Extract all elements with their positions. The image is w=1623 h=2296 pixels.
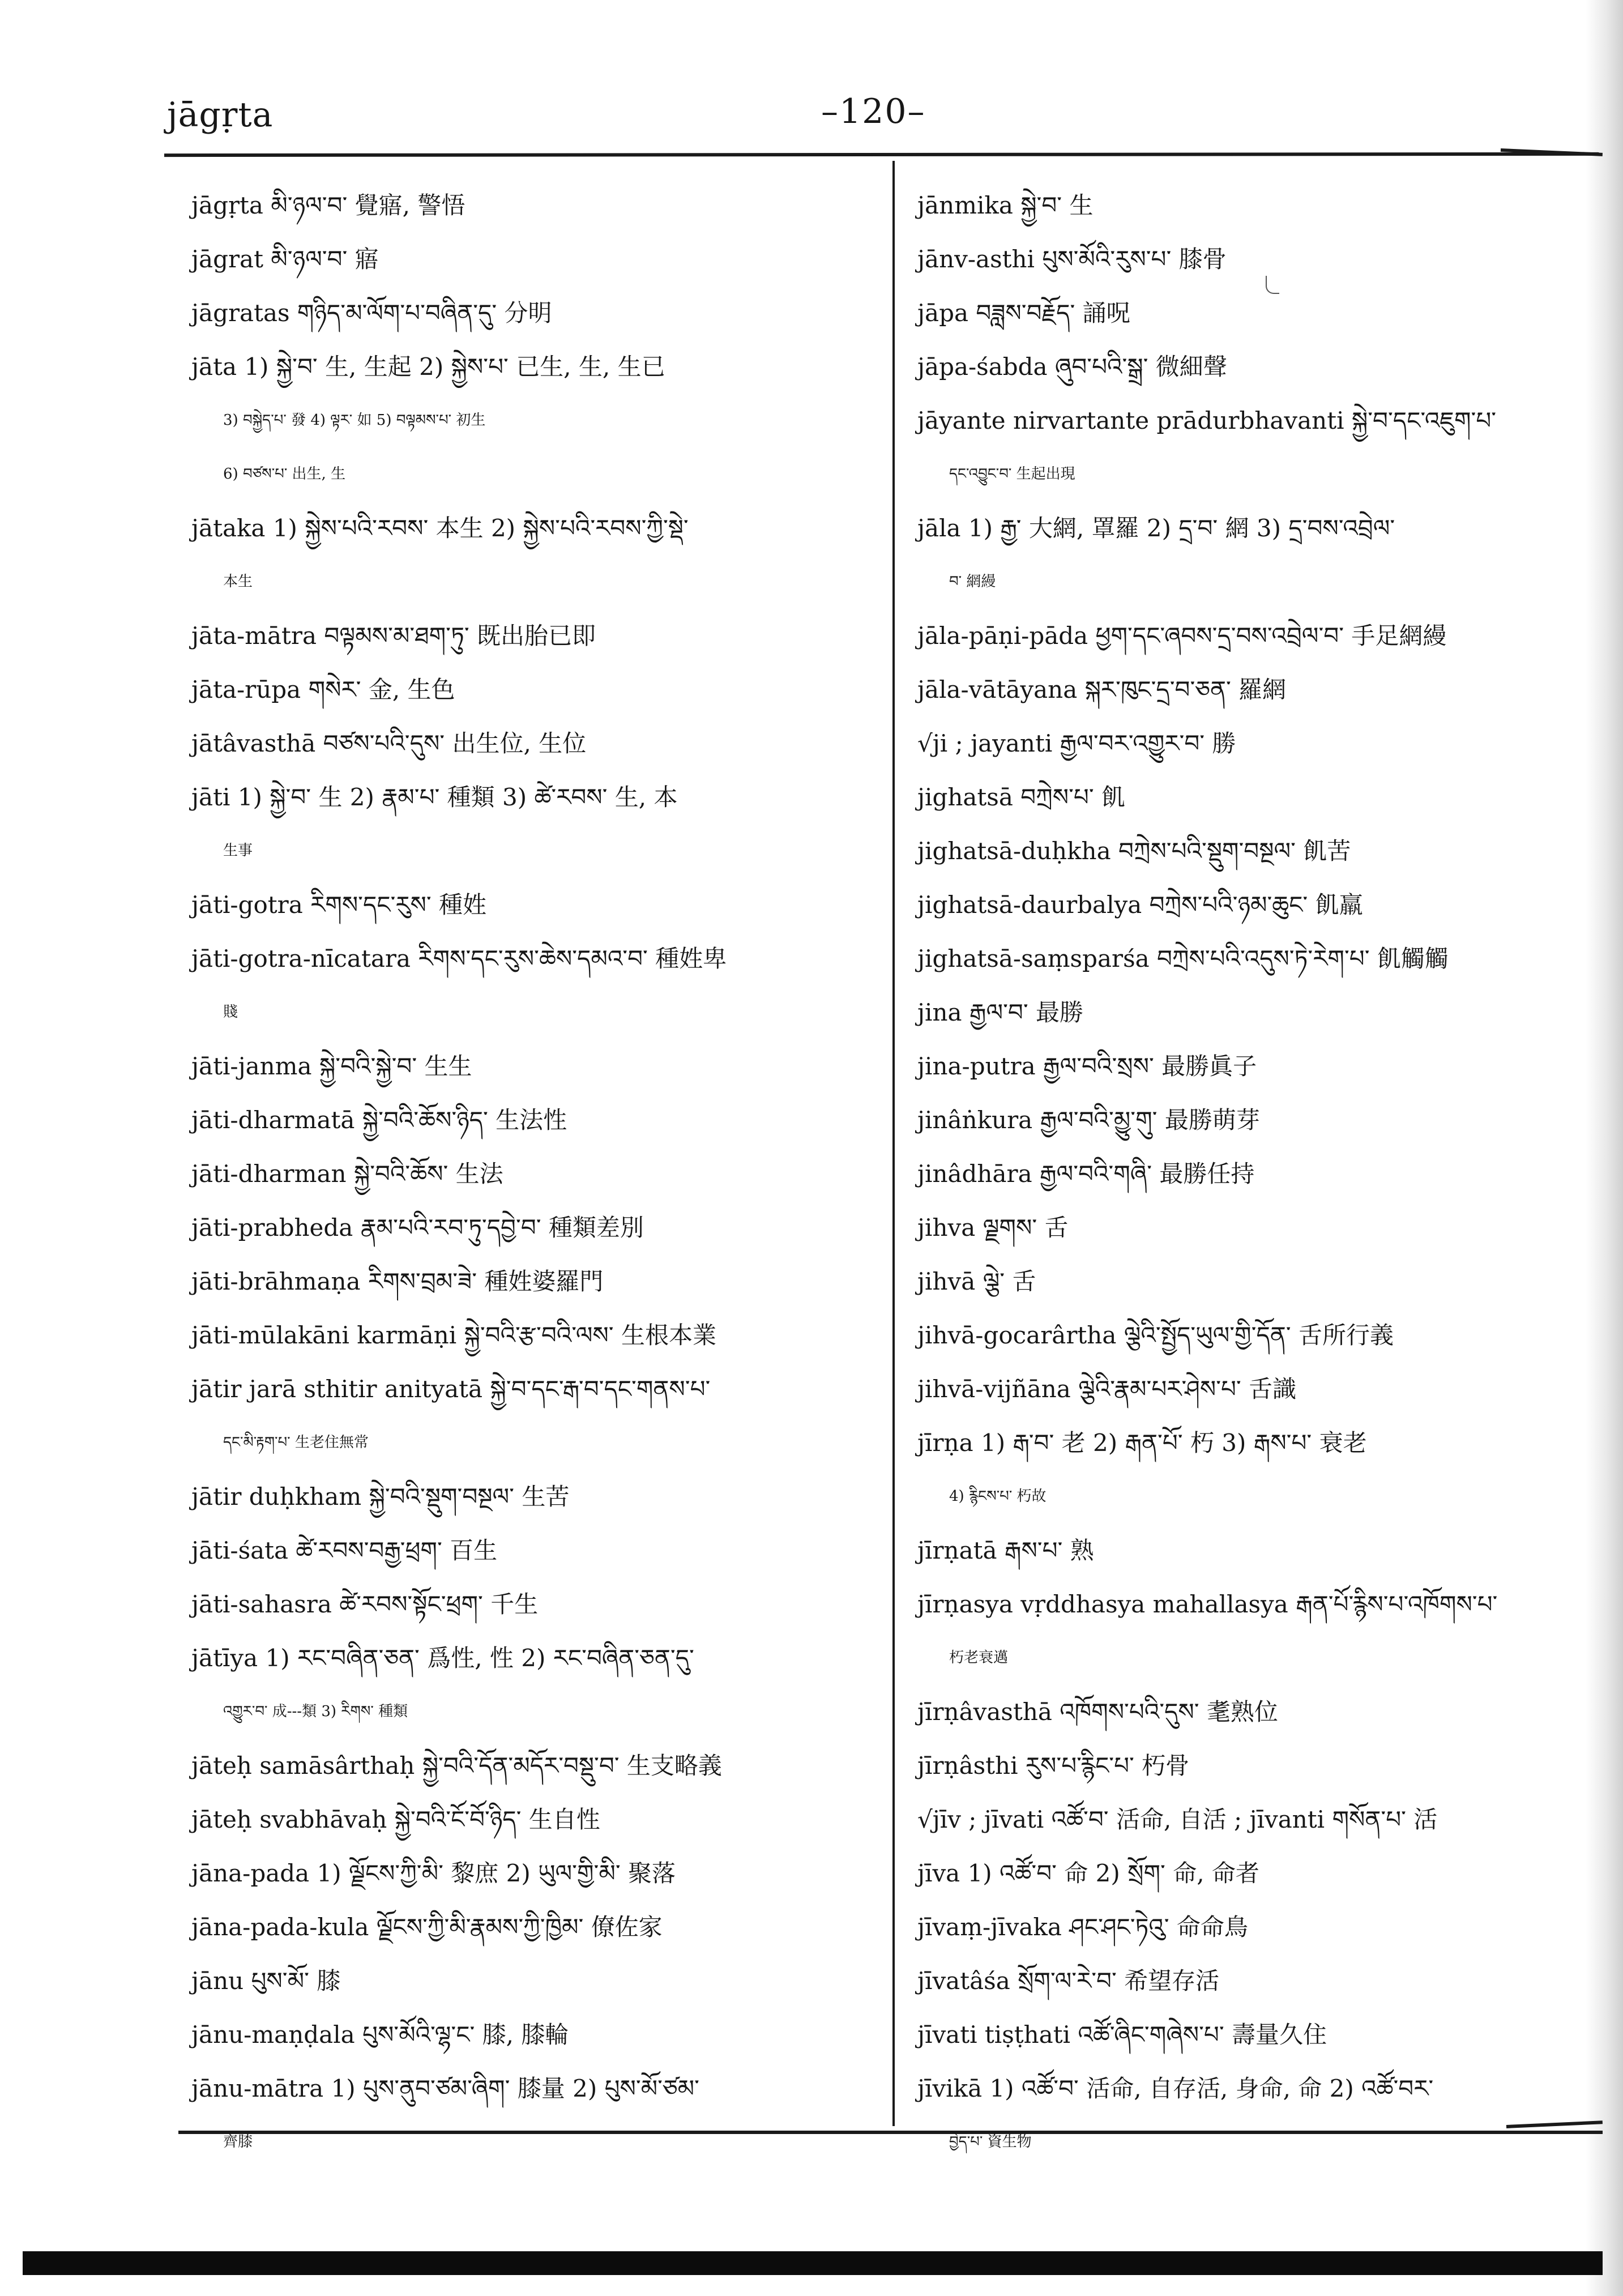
dictionary-entry: jānu པུས་མོ་ 膝 bbox=[191, 1967, 341, 1995]
dictionary-entry: jighatsā-saṃsparśa བཀྲེས་པའི་འདུས་ཏེ་རེག་པ་ 飢觸觸 bbox=[917, 945, 1449, 972]
dictionary-entry: jānmika སྐྱེ་བ་ 生 bbox=[917, 191, 1094, 219]
dictionary-entry: √jīv ; jīvati འཚོ་བ་ 活命, 自活 ; jīvanti གསོན་པ་ 活 bbox=[917, 1806, 1438, 1833]
dictionary-entry: jāgṛta མི་ཉལ་བ་ 覺寤, 警悟 bbox=[191, 191, 465, 219]
dictionary-entry: jāla-vātāyana སྐར་ཁུང་དྲ་བ་ཅན་ 羅網 bbox=[917, 676, 1287, 703]
dictionary-entry: jānu-mātra 1) པུས་ནུབ་ཙམ་ཞིག་ 膝量 2) པུས་མོ་ཙམ་ bbox=[191, 2075, 699, 2102]
dictionary-entry: jāta 1) སྐྱེ་བ་ 生, 生起 2) སྐྱེས་པ་ 已生, 生, 生已 bbox=[191, 353, 665, 381]
dictionary-entry-continuation: 朽老衰邁 bbox=[949, 1649, 1009, 1666]
dictionary-entry: jāti 1) སྐྱེ་བ་ 生 2) རྣམ་པ་ 種類 3) ཚེ་རབས་ 生, 本 bbox=[191, 783, 678, 811]
dictionary-entry: jinâṅkura རྒྱལ་བའི་མྱུ་གུ་ 最勝萌芽 bbox=[917, 1106, 1260, 1134]
dictionary-entry: jāti-sahasra ཚེ་རབས་སྟོང་ཕྲག་ 千生 bbox=[191, 1590, 539, 1618]
dictionary-entry-continuation: 齊膝 bbox=[223, 2133, 253, 2150]
dictionary-entry-continuation: 賤 bbox=[223, 1004, 238, 1021]
dictionary-entry: jina རྒྱལ་བ་ 最勝 bbox=[917, 998, 1084, 1026]
page-edge-shadow bbox=[1586, 0, 1623, 2296]
dictionary-entry: jāla 1) རྒྱ་ 大網, 罩羅 2) དྲ་བ་ 網 3) དྲ་བས་འབྲེལ་ bbox=[917, 514, 1395, 542]
dictionary-entry: jāti-śata ཚེ་རབས་བརྒྱ་ཕྲག་ 百生 bbox=[191, 1537, 498, 1564]
dictionary-entry: jihvā-vijñāna ལྕེའི་རྣམ་པར་ཤེས་པ་ 舌識 bbox=[917, 1375, 1297, 1403]
dictionary-entry: jāgratas གཉིད་མ་ལོག་པ་བཞིན་དུ་ 分明 bbox=[191, 299, 552, 327]
dictionary-entry: jīva 1) འཚོ་བ་ 命 2) སྲོག་ 命, 命者 bbox=[917, 1859, 1259, 1887]
dictionary-entry-continuation: 6) བཙས་པ་ 出生, 生 bbox=[223, 466, 346, 483]
dictionary-entry: jānv-asthi པུས་མོའི་རུས་པ་ 膝骨 bbox=[917, 245, 1227, 273]
dictionary-entry: jihvā-gocarârtha ལྕེའི་སྤྱོད་ཡུལ་གྱི་དོན་ 舌所行義 bbox=[917, 1321, 1394, 1349]
dictionary-entry: jāti-gotra-nīcatara རིགས་དང་རུས་ཆེས་དམའ་བ་ 種姓卑 bbox=[191, 945, 727, 972]
dictionary-entry: jāti-dharman སྐྱེ་བའི་ཆོས་ 生法 bbox=[191, 1160, 503, 1188]
dictionary-entry: jīvati tiṣṭhati འཚོ་ཞིང་གཞེས་པ་ 壽量久住 bbox=[917, 2021, 1327, 2049]
top-rule bbox=[164, 152, 1600, 157]
dictionary-entry-continuation: 4) རྙིངས་པ་ 朽故 bbox=[949, 1488, 1047, 1505]
dictionary-entry: jāti-brāhmaṇa རིགས་བྲམ་ཟེ་ 種姓婆羅門 bbox=[191, 1268, 604, 1295]
dictionary-entry: jāpa-śabda ཞུབ་པའི་སྒྲ་ 微細聲 bbox=[917, 353, 1227, 381]
dictionary-entry: jātīya 1) རང་བཞིན་ཅན་ 爲性, 性 2) རང་བཞིན་ཅན་དུ་ bbox=[191, 1644, 694, 1672]
dictionary-entry: jighatsā བཀྲེས་པ་ 飢 bbox=[917, 783, 1126, 811]
right-column bbox=[917, 178, 1583, 2169]
dictionary-entry: jāti-mūlakāni karmāṇi སྐྱེ་བའི་རྩ་བའི་ལས་ 生根本業 bbox=[191, 1321, 716, 1349]
running-head-word: jāgṛta bbox=[167, 95, 274, 135]
dictionary-entry: jāta-mātra བལྟམས་མ་ཐག་ཏུ་ 既出胎已即 bbox=[191, 622, 596, 650]
dictionary-entry: jīrṇa 1) རྒ་བ་ 老 2) རྒན་པོ་ 朽 3) རྒས་པ་ 衰老 bbox=[917, 1429, 1367, 1457]
dictionary-entry: jāna-pada-kula ལྗོངས་ཀྱི་མི་རྣམས་ཀྱི་ཁྱིམ་ 僚佐家 bbox=[191, 1913, 663, 1941]
dictionary-entry-continuation: 生事 bbox=[223, 842, 253, 859]
dictionary-entry-continuation: དང་མི་རྟག་པ་ 生老住無常 bbox=[223, 1434, 369, 1451]
dictionary-entry: jāti-janma སྐྱེ་བའི་སྐྱེ་བ་ 生生 bbox=[191, 1052, 472, 1080]
dictionary-entry: jāna-pada 1) ལྗོངས་ཀྱི་མི་ 黎庶 2) ཡུལ་གྱི་མི་ 聚落 bbox=[191, 1859, 676, 1887]
dictionary-entry: jina-putra རྒྱལ་བའི་སྲས་ 最勝眞子 bbox=[917, 1052, 1257, 1080]
dictionary-entry: jinâdhāra རྒྱལ་བའི་གཞི་ 最勝任持 bbox=[917, 1160, 1255, 1188]
dictionary-entry-continuation: བྱེད་པ་ 資生物 bbox=[949, 2133, 1032, 2150]
dictionary-entry-continuation: 本生 bbox=[223, 573, 253, 590]
dictionary-entry: jihva ལྗགས་ 舌 bbox=[917, 1214, 1069, 1241]
dictionary-entry: jihvā ལྕེ་ 舌 bbox=[917, 1268, 1036, 1295]
dictionary-entry-continuation: འགྱུར་བ་ 成---類 3) རིགས་ 種類 bbox=[223, 1703, 408, 1720]
dictionary-entry: jīrṇâsthi རུས་པ་རྙིང་པ་ 朽骨 bbox=[917, 1752, 1190, 1779]
dictionary-entry: jānu-maṇḍala པུས་མོའི་ལྷ་ང་ 膝, 膝輪 bbox=[191, 2021, 569, 2049]
column-divider bbox=[892, 161, 895, 2126]
dictionary-entry: jīrṇasya vṛddhasya mahallasya རྒན་པོ་རྙིས་པ་འཁོགས་པ་ bbox=[917, 1590, 1498, 1618]
dictionary-entry: jighatsā-duḥkha བཀྲེས་པའི་སྡུག་བསྔལ་ 飢苦 bbox=[917, 837, 1351, 865]
dictionary-entry: jīvikā 1) འཚོ་བ་ 活命, 自存活, 身命, 命 2) འཚོ་བར་ bbox=[917, 2075, 1434, 2102]
dictionary-entry: jātir jarā sthitir anityatā སྐྱེ་བ་དང་རྒ་བ་དང་གནས་པ་ bbox=[191, 1375, 711, 1403]
dictionary-entry: jāti-dharmatā སྐྱེ་བའི་ཆོས་ཉིད་ 生法性 bbox=[191, 1106, 567, 1134]
page-number: –120– bbox=[821, 92, 926, 131]
scan-border-bar bbox=[23, 2251, 1603, 2275]
dictionary-entry: jīvatâśa སྲོག་ལ་རེ་བ་ 希望存活 bbox=[917, 1967, 1220, 1995]
dictionary-entry: jātir duḥkham སྐྱེ་བའི་སྡུག་བསྔལ་ 生苦 bbox=[191, 1483, 570, 1510]
dictionary-entry: jātâvasthā བཙས་པའི་དུས་ 出生位, 生位 bbox=[191, 729, 587, 757]
dictionary-entry: jātaka 1) སྐྱེས་པའི་རབས་ 本生 2) སྐྱེས་པའི་རབས་ཀྱི་སྡེ་ bbox=[191, 514, 689, 542]
dictionary-entry: jāti-prabheda རྣམ་པའི་རབ་ཏུ་དབྱེ་བ་ 種類差別 bbox=[191, 1214, 644, 1241]
dictionary-entry-continuation: དང་འབྱུང་བ་ 生起出現 bbox=[949, 466, 1075, 483]
dictionary-entry: jāgrat མི་ཉལ་བ་ 寤 bbox=[191, 245, 379, 273]
dictionary-entry: jighatsā-daurbalya བཀྲེས་པའི་ཉམ་ཆུང་ 飢羸 bbox=[917, 891, 1363, 919]
dictionary-entry: jāpa བཟླས་བརྗོད་ 誦呪 bbox=[917, 299, 1130, 327]
dictionary-entry: jāyante nirvartante prādurbhavanti སྐྱེ་བ་དང་འཇུག་པ་ bbox=[917, 407, 1497, 434]
dictionary-entry: jāti-gotra རིགས་དང་རུས་ 種姓 bbox=[191, 891, 487, 919]
dictionary-entry: jāteḥ svabhāvaḥ སྐྱེ་བའི་ངོ་བོ་ཉིད་ 生自性 bbox=[191, 1806, 600, 1833]
dictionary-entry-continuation: བ་ 網縵 bbox=[949, 573, 996, 590]
left-column bbox=[191, 178, 885, 2169]
dictionary-entry: √ji ; jayanti རྒྱལ་བར་འགྱུར་བ་ 勝 bbox=[917, 729, 1236, 757]
dictionary-entry: jīvaṃ-jīvaka ཤང་ཤང་ཏེའུ་ 命命鳥 bbox=[917, 1913, 1248, 1941]
dictionary-entry: jāteḥ samāsârthaḥ སྐྱེ་བའི་དོན་མདོར་བསྡུ་བ་ 生支略義 bbox=[191, 1752, 722, 1779]
dictionary-entry-continuation: 3) བསྐྱེད་པ་ 發 4) ལྟར་ 如 5) བལྟམས་པ་ 初生 bbox=[223, 412, 486, 429]
dictionary-entry: jīrṇâvasthā འཁོགས་པའི་དུས་ 耄熟位 bbox=[917, 1698, 1278, 1726]
dictionary-entry: jīrṇatā རྒས་པ་ 熟 bbox=[917, 1537, 1094, 1564]
dictionary-entry: jāta-rūpa གསེར་ 金, 生色 bbox=[191, 676, 455, 703]
dictionary-entry: jāla-pāṇi-pāda ཕྱག་དང་ཞབས་དྲ་བས་འབྲེལ་བ་ 手足網縵 bbox=[917, 622, 1447, 650]
